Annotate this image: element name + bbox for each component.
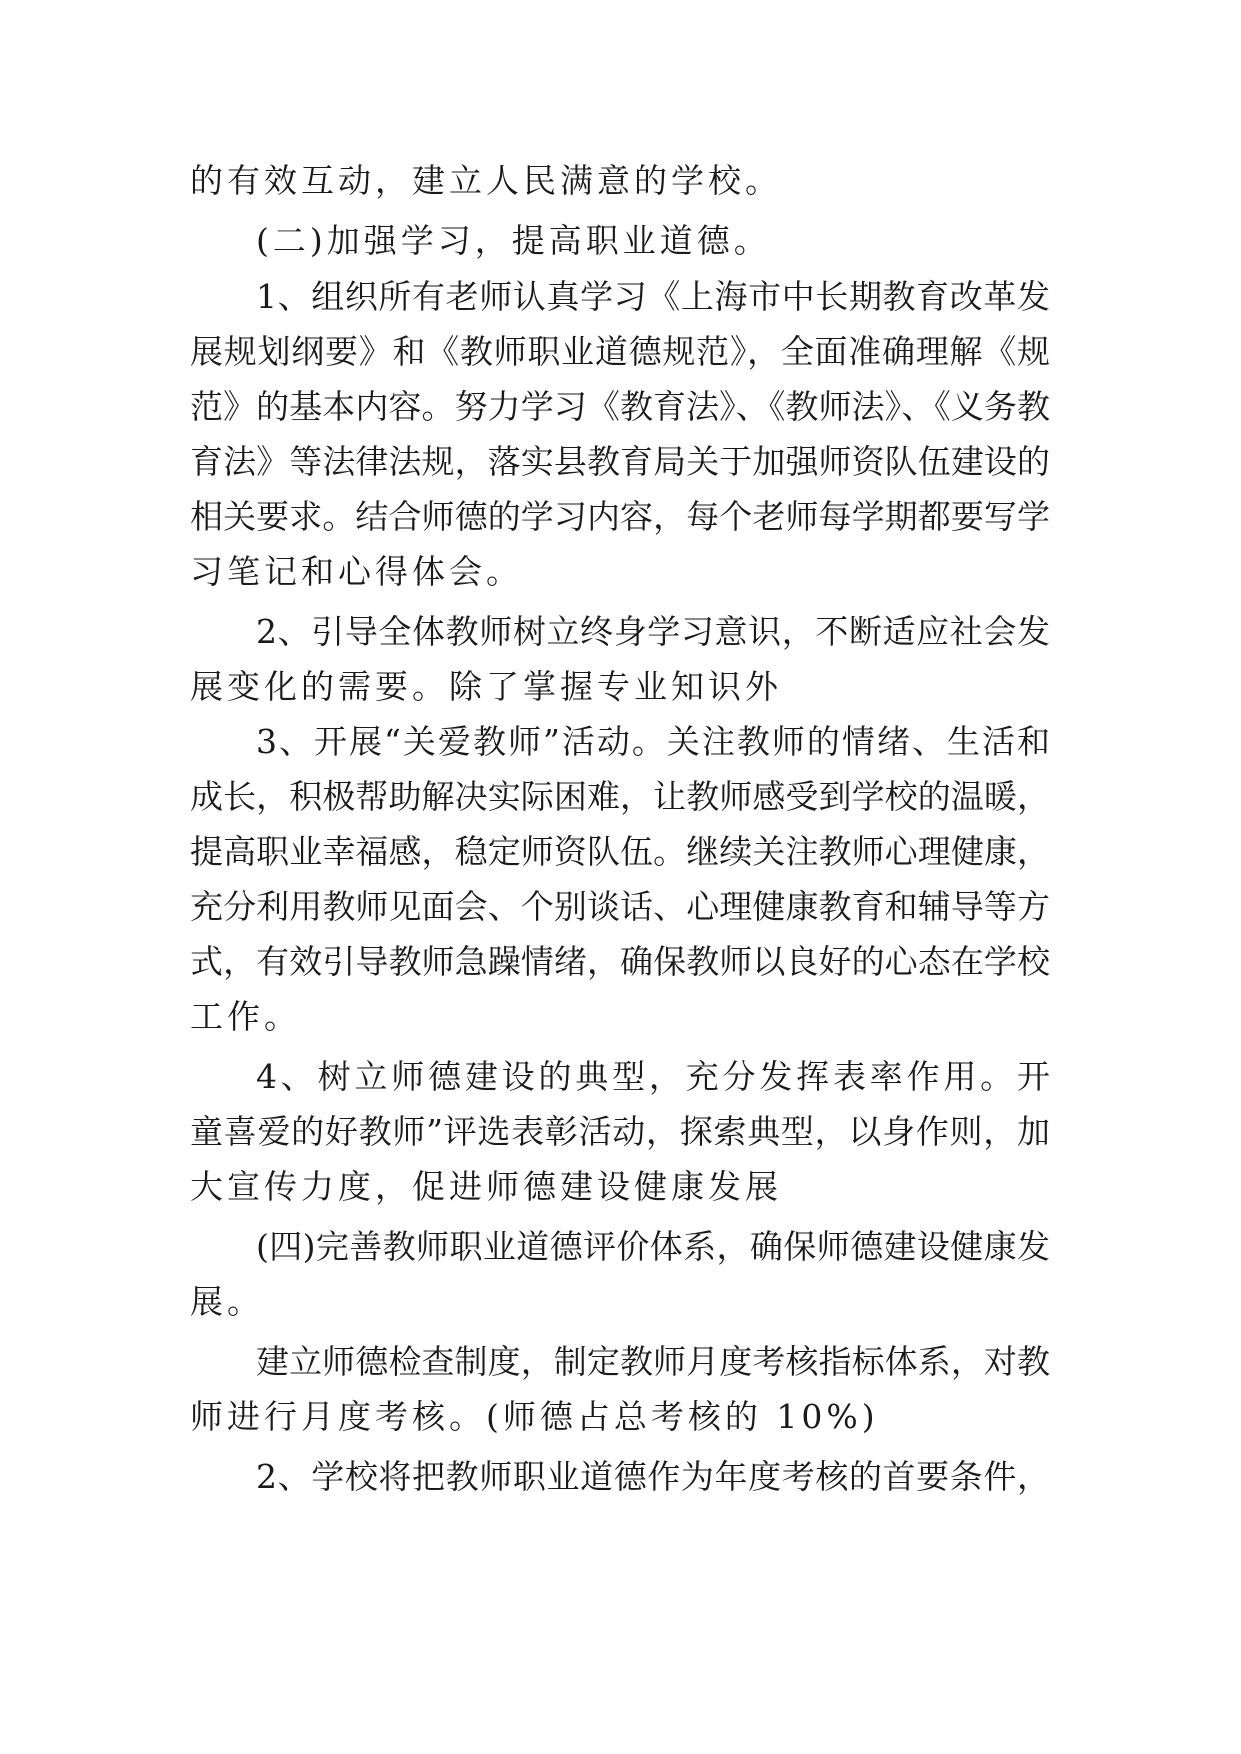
text-line: 育法》等法律法规，落实县教育局关于加强师资队伍建设的 [190,442,1050,481]
text-line: 展变化的需要。除了掌握专业知识外 [190,667,782,706]
text-line: 成长，积极帮助解决实际困难，让教师感受到学校的温暖， [190,777,1050,816]
text-line: 相关要求。结合师德的学习内容，每个老师每学期都要写学 [190,497,1050,536]
section-heading: (二)加强学习，提高职业道德。 [256,221,771,260]
section-heading: (四)完善教师职业道德评价体系，确保师德建设健康发 [256,1227,1050,1266]
text-line: 1、组织所有老师认真学习《上海市中长期教育改革发 [256,277,1050,316]
text-line: 2、学校将把教师职业道德作为年度考核的首要条件， [256,1457,1050,1496]
text-line: 充分利用教师见面会、个别谈话、心理健康教育和辅导等方 [190,887,1050,926]
text-line: 建立师德检查制度，制定教师月度考核指标体系，对教 [256,1342,1050,1381]
text-line: 2、引导全体教师树立终身学习意识，不断适应社会发 [256,612,1050,651]
text-line: 提高职业幸福感，稳定师资队伍。继续关注教师心理健康， [190,832,1050,871]
text-line: 4、树立师德建设的典型，充分发挥表率作用。开 [256,1057,1050,1096]
text-line: 3、开展“关爱教师”活动。关注教师的情绪、生活和 [256,722,1050,761]
text-line: 展规划纲要》和《教师职业道德规范》，全面准确理解《规 [190,332,1050,371]
text-line: 的有效互动，建立人民满意的学校。 [190,161,782,200]
section-heading: 展。 [190,1282,264,1321]
text-line: 习笔记和心得体会。 [190,552,523,591]
text-line: 童喜爱的好教师”评选表彰活动，探索典型，以身作则，加 [190,1112,1050,1151]
text-line: 师进行月度考核。(师德占总考核的 10%) [190,1397,879,1436]
text-line: 大宣传力度，促进师德建设健康发展 [190,1167,782,1206]
text-line: 式，有效引导教师急躁情绪，确保教师以良好的心态在学校 [190,942,1050,981]
text-line: 范》的基本内容。努力学习《教育法》、《教师法》、《义务教 [190,387,1050,426]
text-line: 工作。 [190,997,301,1036]
